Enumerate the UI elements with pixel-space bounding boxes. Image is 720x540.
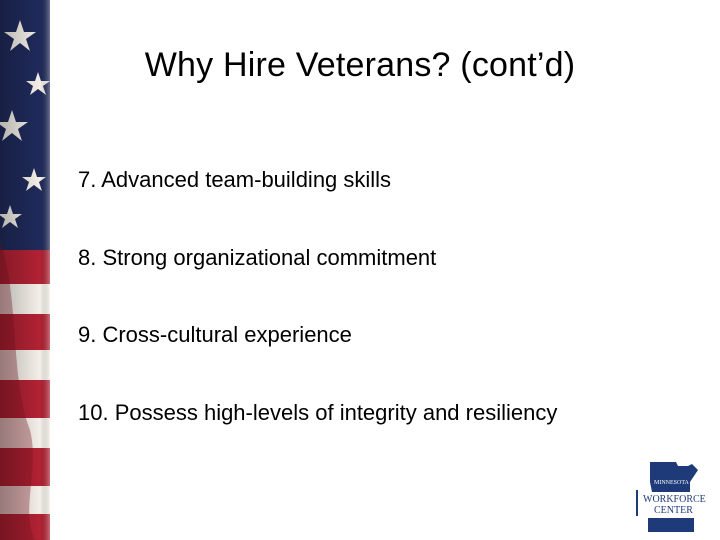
bullet-list: [78, 0, 678, 540]
logo-text-workforce: WORKFORCE: [643, 494, 706, 505]
logo-text-minnesota: MINNESOTA: [654, 480, 689, 486]
minnesota-workforce-center-logo: [632, 458, 712, 534]
slide-title: Why Hire Veterans? (cont’d): [144, 46, 576, 84]
bullet-item: 8. Strong organizational commitment: [78, 245, 437, 270]
bullet-item: 10. Possess high-levels of integrity and resiliency: [78, 400, 558, 425]
logo-text-center: CENTER: [654, 505, 693, 516]
bullet-item: 7. Advanced team-building skills: [78, 167, 392, 192]
bullet-item: 9. Cross-cultural experience: [78, 322, 352, 347]
